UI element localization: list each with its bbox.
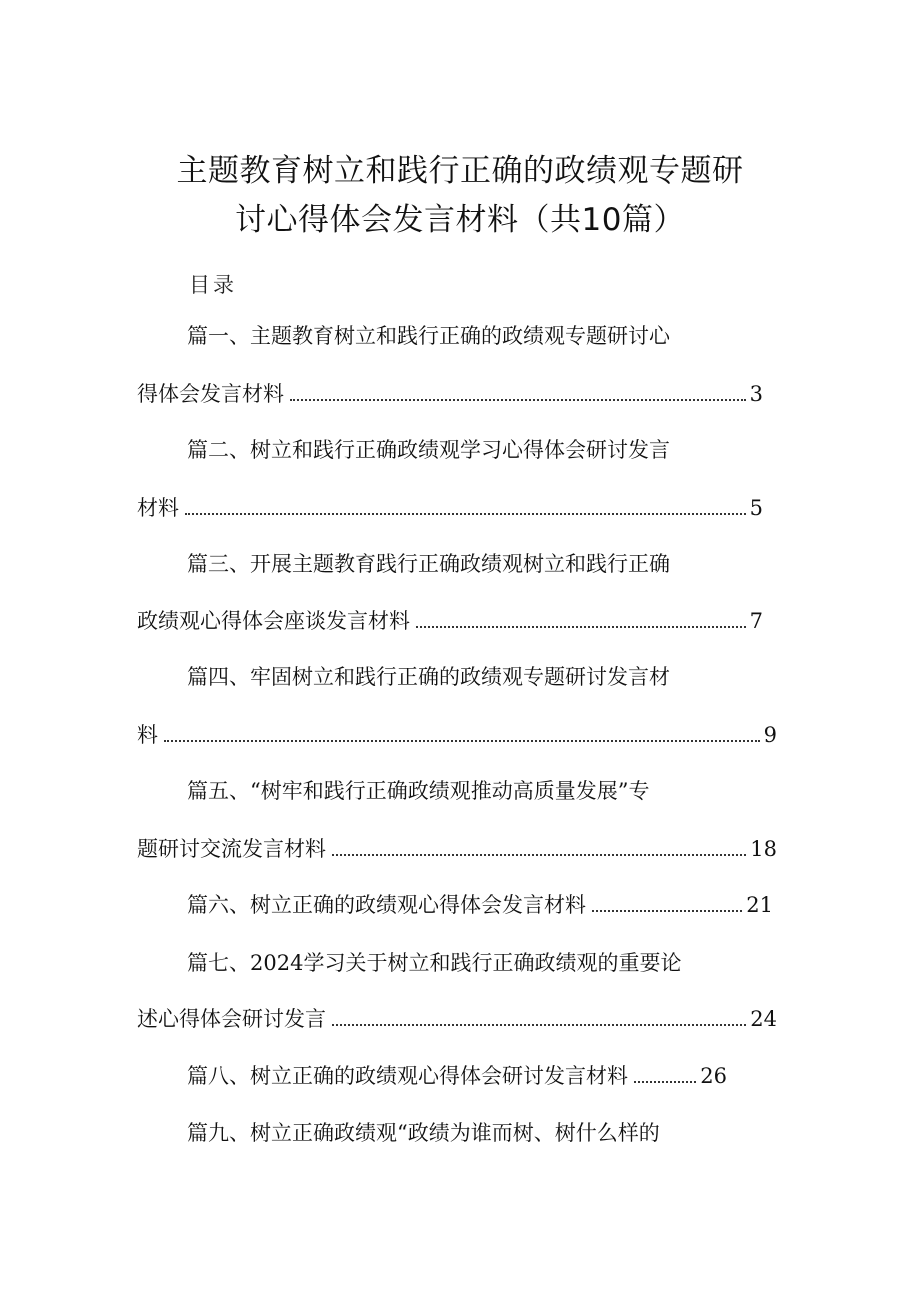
toc-entry-8-page: 26: [700, 1064, 727, 1088]
toc-entry-9-line-1[interactable]: 篇九、树立正确政绩观“政绩为谁而树、树什么样的: [187, 1121, 660, 1145]
toc-entry-3-line-2[interactable]: [137, 607, 763, 635]
toc-entry-4-page: 9: [763, 723, 777, 747]
toc-entry-4-line-2[interactable]: [137, 721, 777, 749]
toc-entry-8-text: 篇八、树立正确的政绩观心得体会研讨发言材料: [187, 1064, 628, 1088]
toc-entry-7-line-1: 篇七、2024学习关于树立和践行正确政绩观的重要论: [187, 951, 682, 975]
toc-entry-3-page: 7: [749, 609, 763, 633]
leader-dots: [416, 626, 746, 628]
toc-entry-1-line-2[interactable]: [137, 380, 763, 408]
toc-heading: 目录: [189, 273, 237, 297]
toc-entry-2-page: 5: [749, 496, 763, 520]
toc-entry-6-text: 篇六、树立正确的政绩观心得体会发言材料: [187, 893, 586, 917]
toc-entry-3-line-1: 篇三、开展主题教育践行正确政绩观树立和践行正确: [187, 552, 670, 576]
document-title-line-1: 主题教育树立和践行正确的政绩观专题研: [176, 153, 744, 189]
toc-entry-8[interactable]: [187, 1062, 727, 1090]
toc-entry-2-line-1: 篇二、树立和践行正确政绩观学习心得体会研讨发言: [187, 438, 670, 462]
toc-entry-4-text: 料: [137, 723, 158, 747]
toc-entry-1-line-1: 篇一、主题教育树立和践行正确的政绩观专题研讨心: [187, 324, 670, 348]
toc-entry-1-text: 得体会发言材料: [137, 382, 284, 406]
toc-entry-5-text: 题研讨交流发言材料: [137, 837, 326, 861]
toc-entry-6-page: 21: [746, 893, 773, 917]
leader-dots: [332, 1024, 746, 1026]
toc-entry-2-text: 材料: [137, 496, 179, 520]
leader-dots: [332, 854, 746, 856]
leader-dots: [185, 513, 746, 515]
leader-dots: [592, 910, 742, 912]
toc-entry-5-line-2[interactable]: [137, 835, 777, 863]
toc-entry-3-text: 政绩观心得体会座谈发言材料: [137, 609, 410, 633]
toc-entry-7-line-2[interactable]: [137, 1005, 777, 1033]
toc-entry-7-text: 述心得体会研讨发言: [137, 1007, 326, 1031]
document-title-line-2: 讨心得体会发言材料（共10篇）: [235, 202, 685, 238]
toc-entry-5-line-1: 篇五、“树牢和践行正确政绩观推动高质量发展”专: [187, 779, 650, 803]
leader-dots: [164, 740, 760, 742]
toc-entry-1-page: 3: [749, 382, 763, 406]
toc-entry-2-line-2[interactable]: [137, 494, 763, 522]
toc-entry-4-line-1: 篇四、牢固树立和践行正确的政绩观专题研讨发言材: [187, 665, 670, 689]
toc-entry-6[interactable]: [187, 891, 773, 919]
leader-dots: [634, 1081, 696, 1083]
toc-entry-7-page: 24: [750, 1007, 777, 1031]
toc-entry-5-page: 18: [750, 837, 777, 861]
leader-dots: [290, 399, 746, 401]
